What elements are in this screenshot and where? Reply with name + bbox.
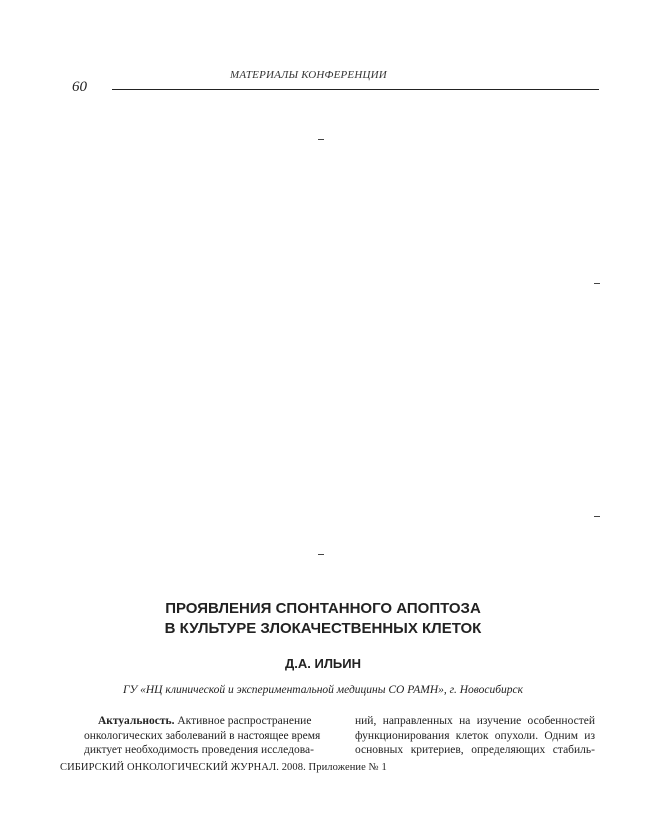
stray-dash-mark	[594, 516, 600, 517]
running-head: МАТЕРИАЛЫ КОНФЕРЕНЦИИ	[230, 69, 387, 81]
body-line: диктует необходимость проведения исследова-	[84, 744, 314, 756]
author-affiliation: ГУ «НЦ клинической и экспериментальной медицины СО РАМН», г. Новосибирск	[122, 684, 524, 696]
body-line: функционирования клеток опухоли. Одним из	[355, 729, 595, 742]
body-line: ний, направленных на изучение особенностей	[355, 715, 595, 727]
header-rule	[112, 89, 599, 90]
page-number: 60	[72, 79, 87, 95]
journal-footer: СИБИРСКИЙ ОНКОЛОГИЧЕСКИЙ ЖУРНАЛ. 2008. Приложение № 1	[60, 762, 387, 773]
article-title	[60, 599, 586, 639]
section-heading-inline: Актуальность.	[98, 715, 175, 727]
body-line	[84, 714, 324, 729]
article-title-line-2: В КУЛЬТУРЕ ЗЛОКАЧЕСТВЕННЫХ КЛЕТОК	[164, 620, 482, 637]
stray-dash-mark	[318, 554, 324, 555]
body-line: основных критериев, определяющих стабиль-	[355, 744, 595, 756]
body-column-left	[84, 714, 324, 758]
body-text: Активное распространение	[174, 715, 312, 727]
stray-dash-mark	[318, 139, 324, 140]
author-name: Д.А. ИЛЬИН	[284, 656, 362, 671]
article-title-line-1: ПРОЯВЛЕНИЯ СПОНТАННОГО АПОПТОЗА	[165, 600, 481, 617]
body-column-right	[355, 714, 595, 758]
stray-dash-mark	[594, 283, 600, 284]
body-line: онкологических заболеваний в настоящее время	[84, 729, 321, 742]
